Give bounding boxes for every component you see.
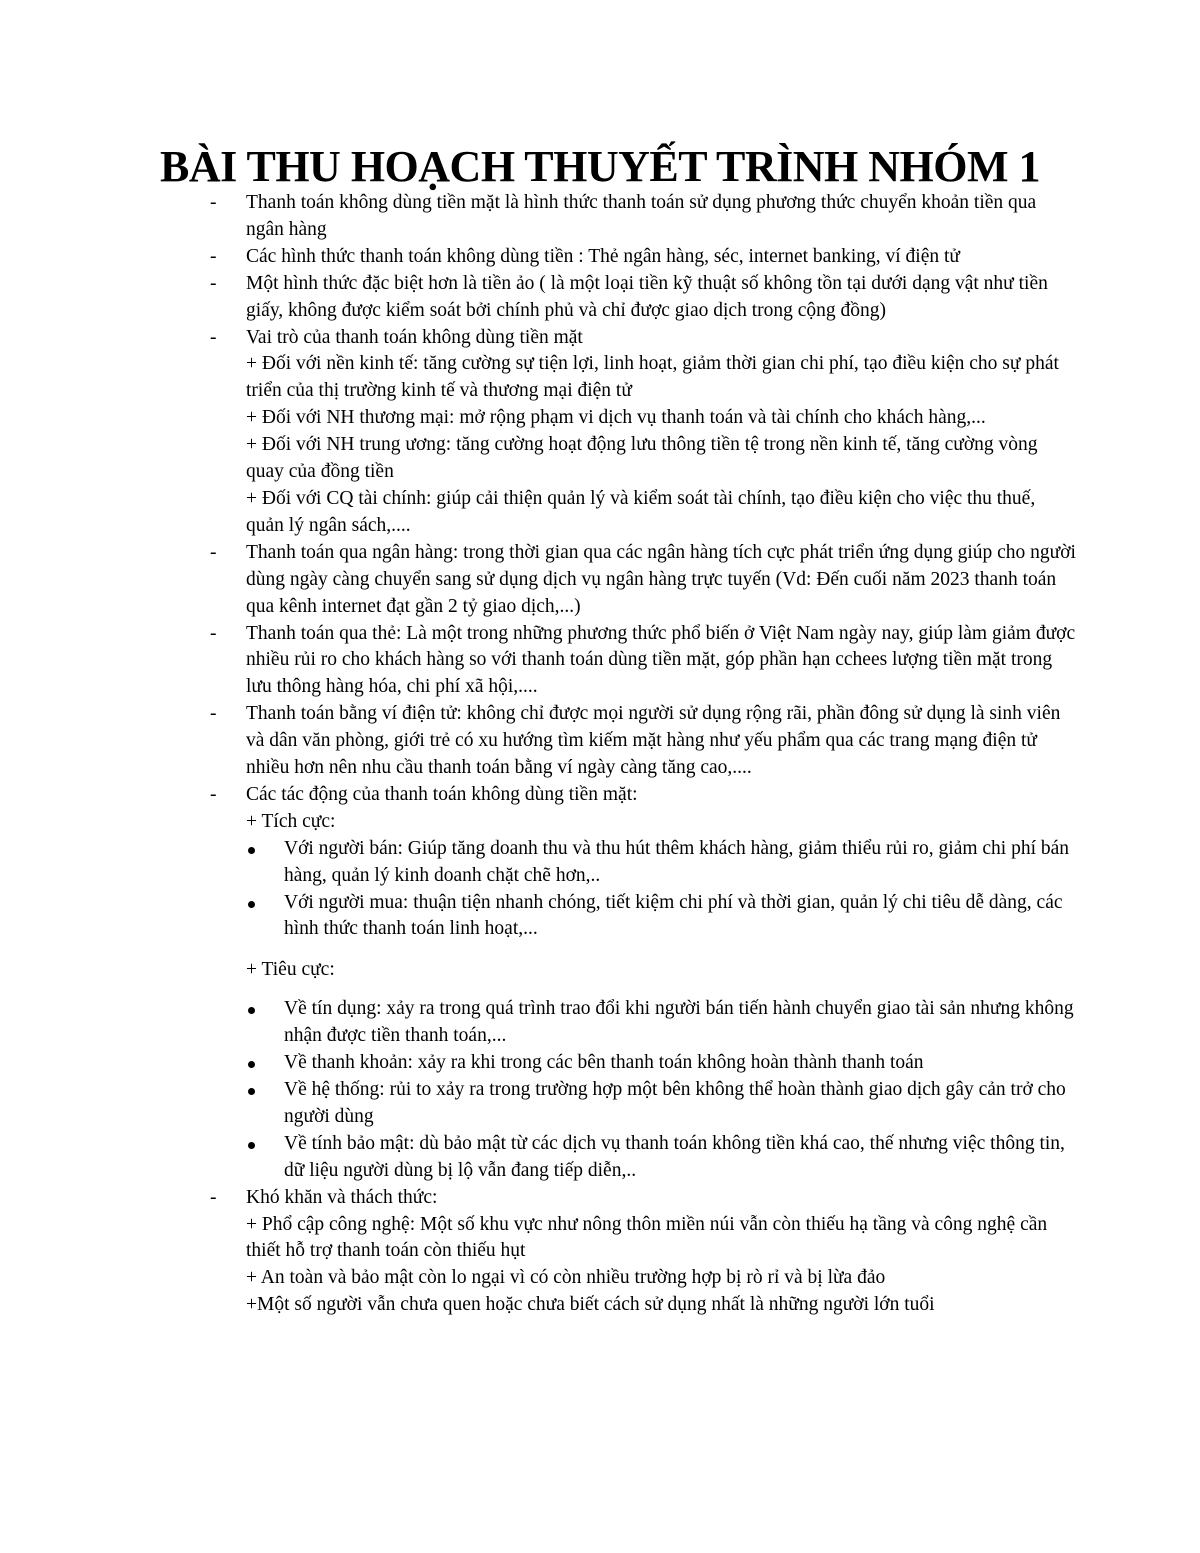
item-text: Các tác động của thanh toán không dùng tiền mặt:	[246, 783, 638, 805]
item-text: Các hình thức thanh toán không dùng tiền : Thẻ ngân hàng, séc, internet banking, ví điện tử	[246, 245, 960, 267]
bullet-text: Về hệ thống: rủi to xảy ra trong trường hợp một bên không thể hoàn thành giao dịch gây cản trở cho người dùng	[284, 1079, 1066, 1127]
item-text: Thanh toán qua thẻ: Là một trong những phương thức phổ biến ở Việt Nam ngày nay, giúp làm giảm được nhiều rủi ro cho khách hàng so với thanh toán dùng tiền mặt, góp phần hạn cchees lượng tiền mặt trong lưu thông hàng hóa, chi phí xã hội,....	[246, 622, 1076, 698]
item-text: Thanh toán bằng ví điện tử: không chỉ được mọi người sử dụng rộng rãi, phần đông sử dụng là sinh viên và dân văn phòng, giới trẻ có xu hướng tìm kiếm mặt hàng như yếu phẩm qua các trang mạng điện tử nhiều hơn nên nhu cầu thanh toán bằng ví ngày càng tăng cao,....	[246, 703, 1061, 779]
dash-marker: -	[210, 703, 217, 725]
negative-list	[196, 996, 1076, 1184]
list-item-card-payment	[196, 621, 1076, 702]
list-item	[196, 1131, 1076, 1185]
list-item-challenges	[196, 1185, 1076, 1320]
document-body	[196, 190, 1076, 1319]
list-item	[196, 1077, 1076, 1131]
bullet-dot-icon	[248, 847, 255, 854]
bullet-text: Với người bán: Giúp tăng doanh thu và thu hút thêm khách hàng, giảm thiểu rủi ro, giảm chi phí bán hàng, quản lý kinh doanh chặt chẽ hơn,..	[284, 837, 1070, 886]
dash-marker: -	[210, 783, 217, 805]
page-title: BÀI THU HOẠCH THUYẾT TRÌNH NHÓM 1	[160, 142, 1040, 191]
list-item-virtual-currency	[196, 271, 1076, 325]
role-central-bank: + Đối với NH trung ương: tăng cường hoạt động lưu thông tiền tệ trong nền kinh tế, tăng cường vòng quay của đồng tiền	[246, 434, 1038, 483]
role-financial-agency: + Đối với CQ tài chính: giúp cải thiện quản lý và kiểm soát tài chính, tạo điều kiện cho việc thu thuế, quản lý ngân sách,....	[246, 487, 1036, 536]
bullet-dot-icon	[248, 901, 255, 908]
list-item	[196, 890, 1076, 944]
bullet-text: Về tín dụng: xảy ra trong quá trình trao đổi khi người bán tiến hành chuyển giao tài sản nhưng không nhận được tiền thanh toán,...	[284, 998, 1074, 1047]
dash-marker: -	[210, 326, 217, 348]
list-item-roles	[196, 325, 1076, 540]
bullet-dot-icon	[248, 1061, 255, 1068]
item-text: Vai trò của thanh toán không dùng tiền mặt	[246, 326, 583, 348]
list-item	[196, 996, 1076, 1050]
list-item-bank-payment	[196, 540, 1076, 621]
bullet-text: Về tính bảo mật: dù bảo mật từ các dịch vụ thanh toán không tiền khá cao, thế nhưng việc thông tin, dữ liệu người dùng bị lộ vẫn đang tiếp diễn,..	[284, 1132, 1065, 1181]
bullet-dot-icon	[248, 1142, 255, 1149]
positive-list	[196, 836, 1076, 944]
challenge-technology: + Phổ cập công nghệ: Một số khu vực như nông thôn miền núi vẫn còn thiếu hạ tầng và công nghệ cần thiết hỗ trợ thanh toán còn thiếu hụt	[246, 1213, 1048, 1262]
dash-marker: -	[210, 622, 217, 644]
dash-marker: -	[210, 192, 217, 213]
list-item-definition	[196, 190, 1076, 244]
list-item-impacts	[196, 782, 1076, 836]
dash-marker: -	[210, 1186, 217, 1208]
item-text: Thanh toán qua ngân hàng: trong thời gian qua các ngân hàng tích cực phát triển ứng dụng giúp cho người dùng ngày càng chuyển sang sử dụng dịch vụ ngân hàng trực tuyến (Vd: Đến cuối năm 2023 thanh toán qua kênh internet đạt gần 2 tỷ giao dịch,...)	[246, 541, 1076, 617]
positive-label: + Tích cực:	[246, 810, 336, 832]
item-text: Khó khăn và thách thức:	[246, 1186, 438, 1208]
list-item	[196, 1050, 1076, 1077]
bullet-dot-icon	[248, 1007, 255, 1014]
bullet-text: Về thanh khoản: xảy ra khi trong các bên thanh toán không hoàn thành thanh toán	[284, 1052, 924, 1074]
role-economy: + Đối với nền kinh tế: tăng cường sự tiện lợi, linh hoạt, giảm thời gian chi phí, tạo điều kiện cho sự phát triển của thị trường kinh tế và thương mại điện tử	[246, 353, 1059, 402]
list-item-forms	[196, 244, 1076, 271]
dash-marker: -	[210, 541, 217, 563]
challenge-adoption: +Một số người vẫn chưa quen hoặc chưa biết cách sử dụng nhất là những người lớn tuổi	[246, 1294, 935, 1316]
bullet-text: Với người mua: thuận tiện nhanh chóng, tiết kiệm chi phí và thời gian, quản lý chi tiêu dễ dàng, các hình thức thanh toán linh hoạt,...	[284, 891, 1063, 940]
item-text: Một hình thức đặc biệt hơn là tiền ảo ( là một loại tiền kỹ thuật số không tồn tại dưới dạng vật như tiền giấy, không được kiểm soát bởi chính phủ và chỉ được giao dịch trong cộng đồng)	[246, 272, 1048, 321]
item-text: Thanh toán không dùng tiền mặt là hình thức thanh toán sử dụng phương thức chuyển khoản tiền qua ngân hàng	[246, 192, 1037, 240]
challenge-security: + An toàn và bảo mật còn lo ngại vì có còn nhiều trường hợp bị rò rỉ và bị lừa đảo	[246, 1267, 886, 1289]
bullet-dot-icon	[248, 1088, 255, 1095]
dash-marker: -	[210, 272, 217, 294]
list-item	[196, 836, 1076, 890]
role-commercial-bank: + Đối với NH thương mại: mở rộng phạm vi dịch vụ thanh toán và tài chính cho khách hàng,...	[246, 407, 986, 429]
list-item-ewallet	[196, 701, 1076, 782]
negative-label: + Tiêu cực:	[246, 959, 335, 981]
dash-marker: -	[210, 245, 217, 267]
